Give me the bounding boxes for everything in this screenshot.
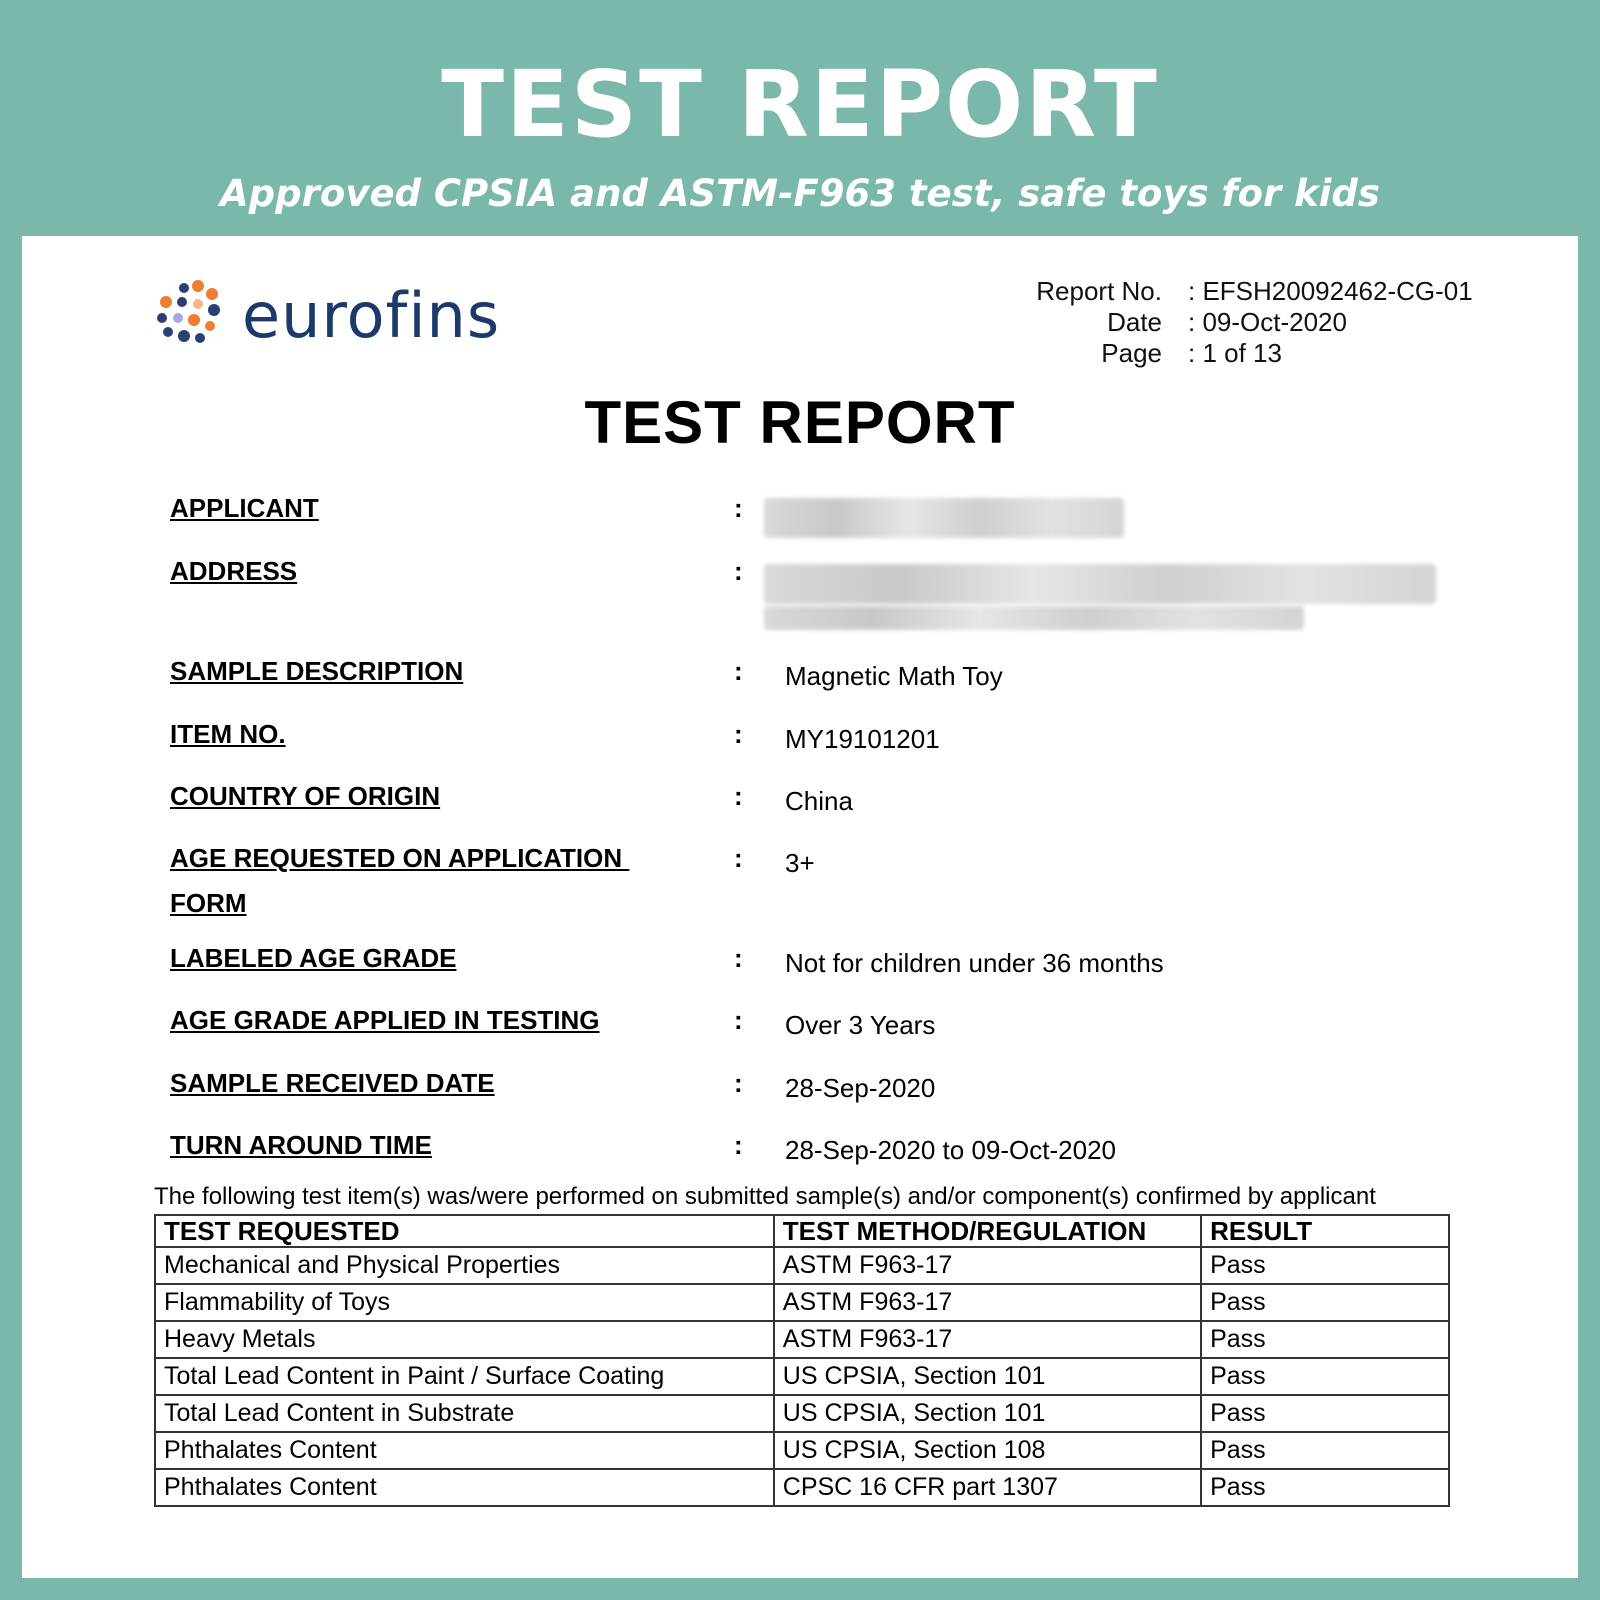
field-colon: : (734, 1005, 743, 1035)
cell-result: Pass (1201, 1358, 1449, 1395)
cell-test: Phthalates Content (155, 1432, 774, 1469)
meta-value: : EFSH20092462-CG-01 (1188, 276, 1473, 306)
turn-around-time-value: 28-Sep-2020 to 09-Oct-2020 (785, 1135, 1116, 1165)
turn-around-time-label: TURN AROUND TIME (170, 1130, 432, 1160)
cell-method: CPSC 16 CFR part 1307 (774, 1469, 1201, 1506)
logo-wordmark: eurofins (242, 279, 501, 352)
cell-test: Flammability of Toys (155, 1284, 774, 1321)
meta-value: : 1 of 13 (1188, 338, 1282, 368)
results-table (154, 1214, 1450, 1507)
eurofins-dots-icon (152, 276, 232, 356)
sample-description-value: Magnetic Math Toy (785, 661, 1003, 691)
cell-result: Pass (1201, 1284, 1449, 1321)
eurofins-logo (152, 276, 532, 356)
cell-test: Total Lead Content in Substrate (155, 1395, 774, 1432)
cell-method: ASTM F963-17 (774, 1247, 1201, 1284)
meta-label: Report No. (1036, 276, 1162, 306)
intro-text: The following test item(s) was/were performed on submitted sample(s) and/or component(s) confirmed by applicant (154, 1183, 1376, 1210)
report-page (22, 236, 1578, 1578)
address-label: ADDRESS (170, 556, 298, 586)
labeled-age-grade-label: LABELED AGE GRADE (170, 943, 457, 973)
header-result: RESULT (1201, 1215, 1449, 1247)
country-of-origin-value: China (785, 786, 853, 816)
document-title: TEST REPORT (584, 389, 1016, 456)
age-grade-applied-label: AGE GRADE APPLIED IN TESTING (170, 1005, 600, 1035)
cell-test: Heavy Metals (155, 1321, 774, 1358)
cell-method: US CPSIA, Section 101 (774, 1395, 1201, 1432)
cell-method: US CPSIA, Section 101 (774, 1358, 1201, 1395)
banner-subtitle: Approved CPSIA and ASTM-F963 test, safe toys for kids (220, 172, 1380, 215)
cell-test: Mechanical and Physical Properties (155, 1247, 774, 1284)
cell-test: Phthalates Content (155, 1469, 774, 1506)
item-no-value: MY19101201 (785, 724, 940, 754)
report-meta (972, 276, 1532, 369)
table-row (155, 1247, 1449, 1284)
age-requested-value: 3+ (785, 848, 815, 878)
sample-description-label: SAMPLE DESCRIPTION (170, 656, 464, 686)
labeled-age-grade-value: Not for children under 36 months (785, 948, 1164, 978)
age-requested-label-line1: AGE REQUESTED ON APPLICATION (170, 843, 630, 873)
table-row (155, 1395, 1449, 1432)
field-colon: : (734, 781, 743, 811)
meta-row-date (972, 307, 1532, 338)
sample-received-date-value: 28-Sep-2020 (785, 1073, 936, 1103)
table-header-row (155, 1215, 1449, 1247)
cell-method: ASTM F963-17 (774, 1321, 1201, 1358)
table-row (155, 1432, 1449, 1469)
meta-value: : 09-Oct-2020 (1188, 307, 1347, 337)
meta-label: Date (1107, 307, 1162, 337)
field-colon: : (734, 556, 743, 586)
meta-row-report-no (972, 276, 1532, 307)
redacted-address-line1 (764, 564, 1436, 604)
field-colon: : (734, 1068, 743, 1098)
field-colon: : (734, 493, 743, 523)
age-grade-applied-value: Over 3 Years (785, 1010, 936, 1040)
redacted-address-line2 (764, 606, 1304, 630)
applicant-label: APPLICANT (170, 493, 319, 523)
field-colon: : (734, 1130, 743, 1160)
meta-row-page (972, 338, 1532, 369)
cell-method: US CPSIA, Section 108 (774, 1432, 1201, 1469)
field-colon: : (734, 843, 743, 873)
header-test-requested: TEST REQUESTED (155, 1215, 774, 1247)
header-test-method: TEST METHOD/REGULATION (774, 1215, 1201, 1247)
cell-result: Pass (1201, 1247, 1449, 1284)
table-row (155, 1469, 1449, 1506)
item-no-label: ITEM NO. (170, 719, 286, 749)
field-colon: : (734, 656, 743, 686)
meta-label: Page (1101, 338, 1162, 368)
cell-result: Pass (1201, 1395, 1449, 1432)
cell-test: Total Lead Content in Paint / Surface Coating (155, 1358, 774, 1395)
cell-method: ASTM F963-17 (774, 1284, 1201, 1321)
age-requested-label-line2: FORM (170, 888, 247, 918)
sample-received-date-label: SAMPLE RECEIVED DATE (170, 1068, 495, 1098)
country-of-origin-label: COUNTRY OF ORIGIN (170, 781, 441, 811)
redacted-applicant (764, 498, 1124, 538)
table-row (155, 1284, 1449, 1321)
field-colon: : (734, 943, 743, 973)
table-row (155, 1358, 1449, 1395)
cell-result: Pass (1201, 1432, 1449, 1469)
cell-result: Pass (1201, 1321, 1449, 1358)
table-row (155, 1321, 1449, 1358)
field-colon: : (734, 719, 743, 749)
cell-result: Pass (1201, 1469, 1449, 1506)
banner-title: TEST REPORT (441, 51, 1159, 158)
